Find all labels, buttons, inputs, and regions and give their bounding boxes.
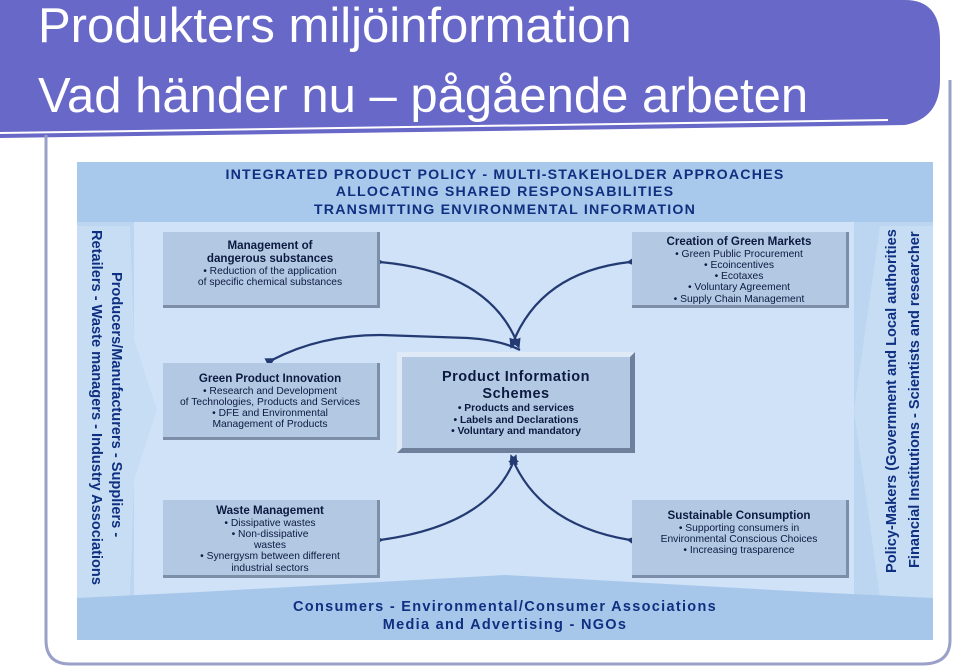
box-green-markets-item-3: • Ecotaxes bbox=[714, 271, 764, 283]
box-innovation-item-2: of Technologies, Products and Services bbox=[179, 397, 361, 408]
box-waste-item-2: • Non-dissipative bbox=[231, 529, 309, 540]
left-side-line-2: Retailers - Waste managers - Industry Associations bbox=[88, 230, 104, 585]
box-dangerous-heading-1: Management of bbox=[227, 239, 313, 252]
top-band-line-1: INTEGRATED PRODUCT POLICY - MULTI-STAKEHOLDER APPROACHES bbox=[225, 167, 785, 183]
box-waste-heading: Waste Management bbox=[216, 504, 324, 517]
center-item-2: • Labels and Declarations bbox=[453, 414, 579, 426]
box-green-markets-item-2: • Ecoincentives bbox=[704, 260, 774, 271]
box-innovation-item-1: • Research and Development bbox=[202, 385, 338, 397]
box-dangerous-substances bbox=[163, 232, 380, 308]
arrow-consumption bbox=[512, 458, 630, 540]
title-line-2: Vad händer nu – pågående arbeten bbox=[38, 69, 809, 123]
box-waste-item-4: • Synergysm between different bbox=[200, 551, 340, 563]
box-sustainable-consumption bbox=[632, 500, 849, 578]
arrow-waste bbox=[380, 458, 515, 540]
center-heading-2: Schemes bbox=[482, 386, 550, 402]
box-waste-item-3: wastes bbox=[253, 540, 287, 552]
box-waste-management bbox=[163, 500, 380, 578]
center-heading-1: Product Information bbox=[441, 369, 591, 385]
box-green-markets-item-4: • Voluntary Agreement bbox=[687, 282, 791, 294]
box-green-innovation bbox=[163, 363, 380, 440]
box-waste-item-1: • Dissipative wastes bbox=[224, 517, 316, 529]
box-consumption-item-1: • Supporting consumers in bbox=[678, 522, 800, 534]
top-band-line-2: ALLOCATING SHARED RESPONSABILITIES bbox=[335, 184, 675, 200]
box-green-markets-heading: Creation of Green Markets bbox=[666, 235, 812, 248]
box-innovation-item-4: Management of Products bbox=[212, 419, 328, 431]
box-consumption-heading: Sustainable Consumption bbox=[667, 509, 811, 522]
box-consumption-item-2: Environmental Conscious Choices bbox=[660, 534, 818, 545]
box-dangerous-item-1: • Reduction of the application bbox=[203, 265, 337, 277]
box-green-markets bbox=[632, 232, 849, 308]
bottom-band-line-1: Consumers - Environmental/Consumer Associations bbox=[293, 599, 717, 615]
title-line-1: Produkters miljöinformation bbox=[38, 0, 632, 53]
arrow-dangerous bbox=[380, 262, 518, 345]
bottom-band-line-2: Media and Advertising - NGOs bbox=[382, 617, 628, 633]
center-item-1: • Products and services bbox=[457, 403, 575, 414]
box-green-markets-item-1: • Green Public Procurement bbox=[675, 248, 803, 260]
product-information-schemes-box bbox=[397, 352, 635, 453]
arrow-green-markets bbox=[512, 262, 630, 345]
box-dangerous-heading-2: dangerous substances bbox=[206, 251, 334, 265]
box-innovation-heading: Green Product Innovation bbox=[198, 372, 342, 385]
center-item-3: • Voluntary and mandatory bbox=[451, 426, 581, 437]
box-consumption-item-3: • Increasing trasparence bbox=[683, 545, 795, 557]
box-waste-item-5: industrial sectors bbox=[231, 562, 309, 574]
right-side-line-1: Policy-Makers (Government and Local authorities bbox=[884, 229, 900, 573]
left-side-line-1: Producers/Manufacturers - Suppliers - bbox=[108, 272, 124, 538]
right-side-line-2: Financial Institutions - Scientists and researcher bbox=[907, 231, 923, 568]
box-innovation-item-3: • DFE and Environmental bbox=[212, 408, 328, 420]
box-dangerous-item-2: of specific chemical substances bbox=[197, 276, 343, 288]
top-band-line-3: TRANSMITTING ENVIRONMENTAL INFORMATION bbox=[313, 202, 697, 218]
box-green-markets-item-5: • Supply Chain Management bbox=[673, 293, 805, 305]
